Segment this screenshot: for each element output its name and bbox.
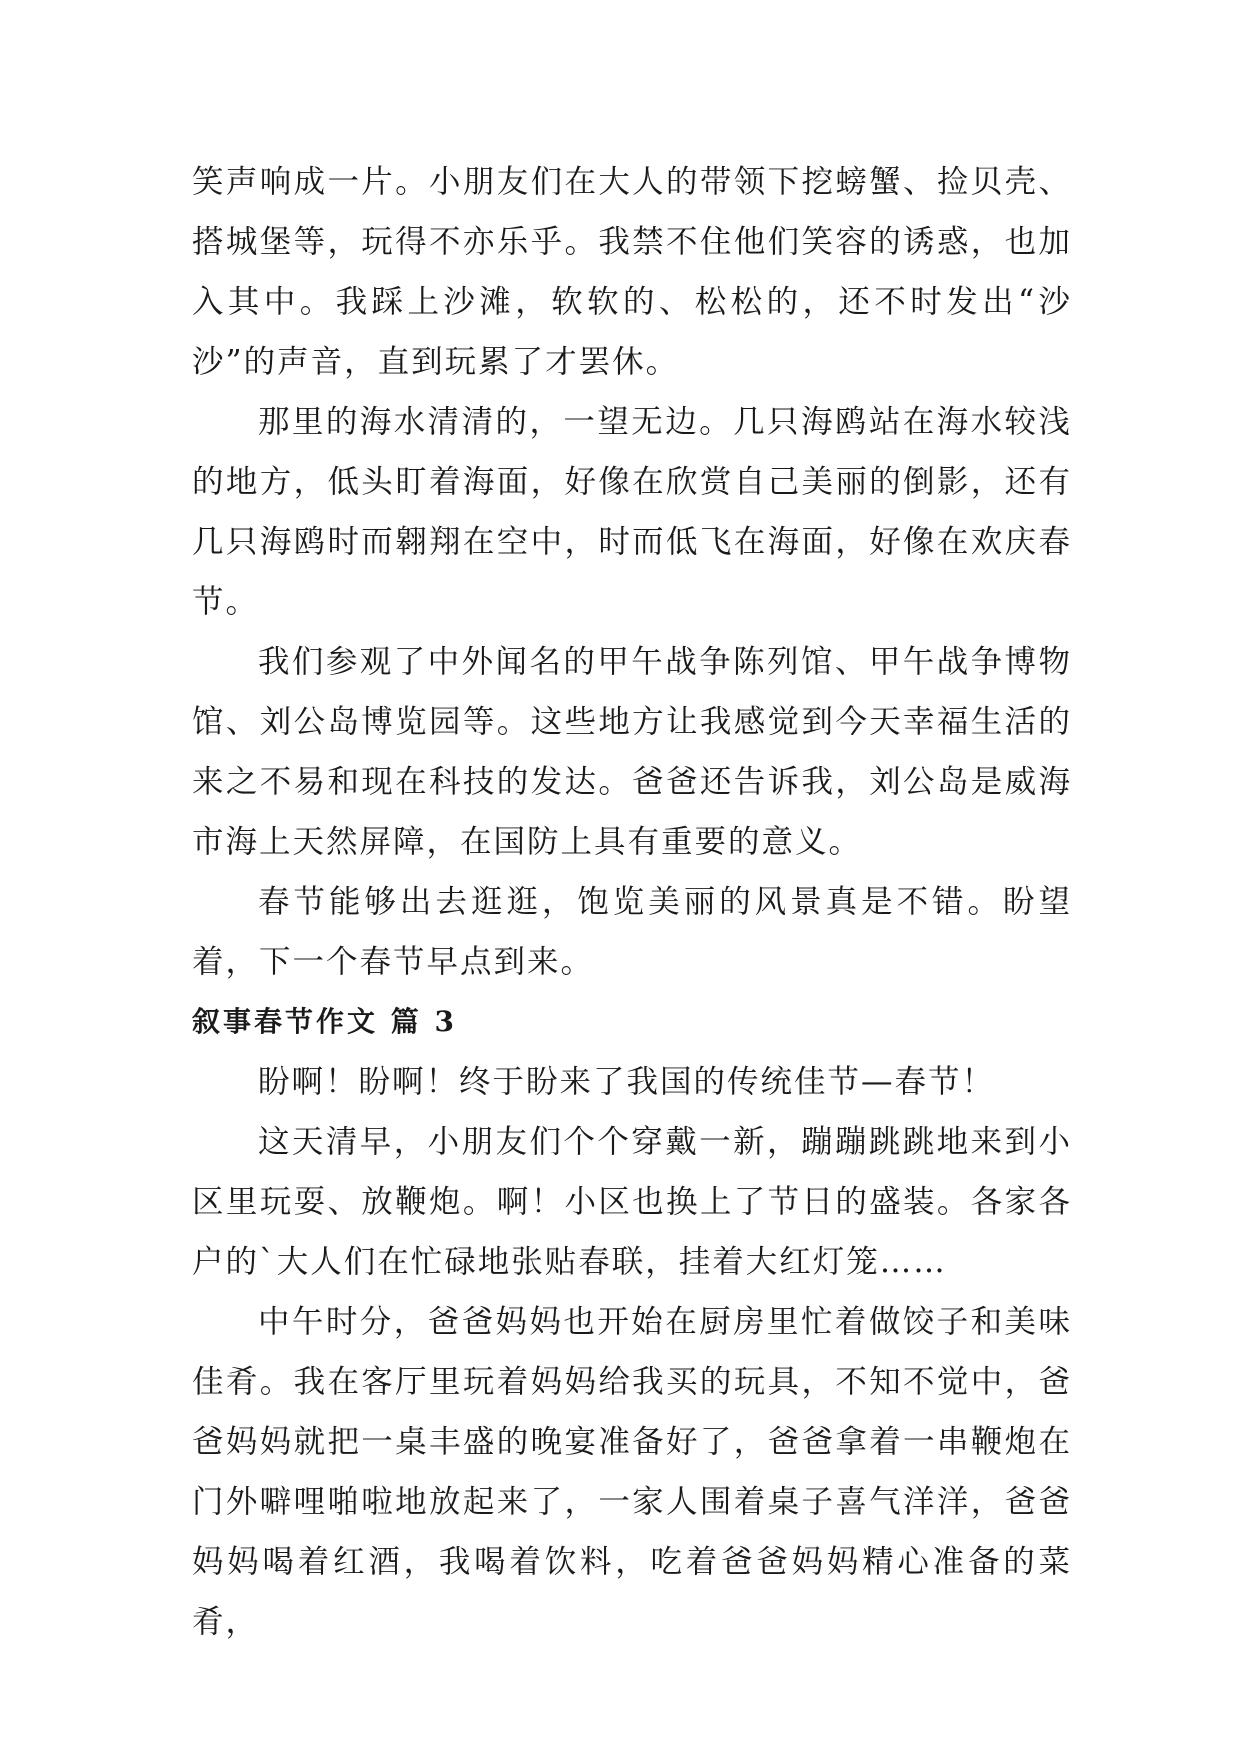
paragraph-morning-celebration: 这天清早，小朋友们个个穿戴一新，蹦蹦跳跳地来到小区里玩耍、放鞭炮。啊！小区也换上了节日的盛装。各家各户的`大人们在忙碌地张贴春联，挂着大红灯笼…… xyxy=(192,1124,1072,1280)
document-body xyxy=(192,152,1072,1652)
section-heading: 叙事春节作文 篇 3 xyxy=(192,1005,457,1038)
paragraph-conclusion: 春节能够出去逛逛，饱览美丽的风景真是不错。盼望着，下一个春节早点到来。 xyxy=(192,884,1072,980)
paragraph-beach-play: 笑声响成一片。小朋友们在大人的带领下挖螃蟹、捡贝壳、搭城堡等，玩得不亦乐乎。我禁不住他们笑容的诱惑，也加入其中。我踩上沙滩，软软的、松松的，还不时发出“沙沙”的声音，直到玩累了才罢休。 xyxy=(192,164,1072,380)
paragraph-family-dinner: 中午时分，爸爸妈妈也开始在厨房里忙着做饺子和美味佳肴。我在客厅里玩着妈妈给我买的玩具，不知不觉中，爸爸妈妈就把一桌丰盛的晚宴准备好了，爸爸拿着一串鞭炮在门外噼哩啪啦地放起来了，一家人围着桌子喜气洋洋，爸爸妈妈喝着红酒，我喝着饮料，吃着爸爸妈妈精心准备的菜肴， xyxy=(192,1304,1072,1640)
paragraph-festival-arrival: 盼啊！盼啊！终于盼来了我国的传统佳节—春节！ xyxy=(258,1064,996,1100)
paragraph-museum-visit: 我们参观了中外闻名的甲午战争陈列馆、甲午战争博物馆、刘公岛博览园等。这些地方让我感觉到今天幸福生活的来之不易和现在科技的发达。爸爸还告诉我，刘公岛是威海市海上天然屏障，在国防上具有重要的意义。 xyxy=(192,644,1072,860)
paragraph-seagulls: 那里的海水清清的，一望无边。几只海鸥站在海水较浅的地方，低头盯着海面，好像在欣赏自己美丽的倒影，还有几只海鸥时而翱翔在空中，时而低飞在海面，好像在欢庆春节。 xyxy=(192,404,1072,620)
